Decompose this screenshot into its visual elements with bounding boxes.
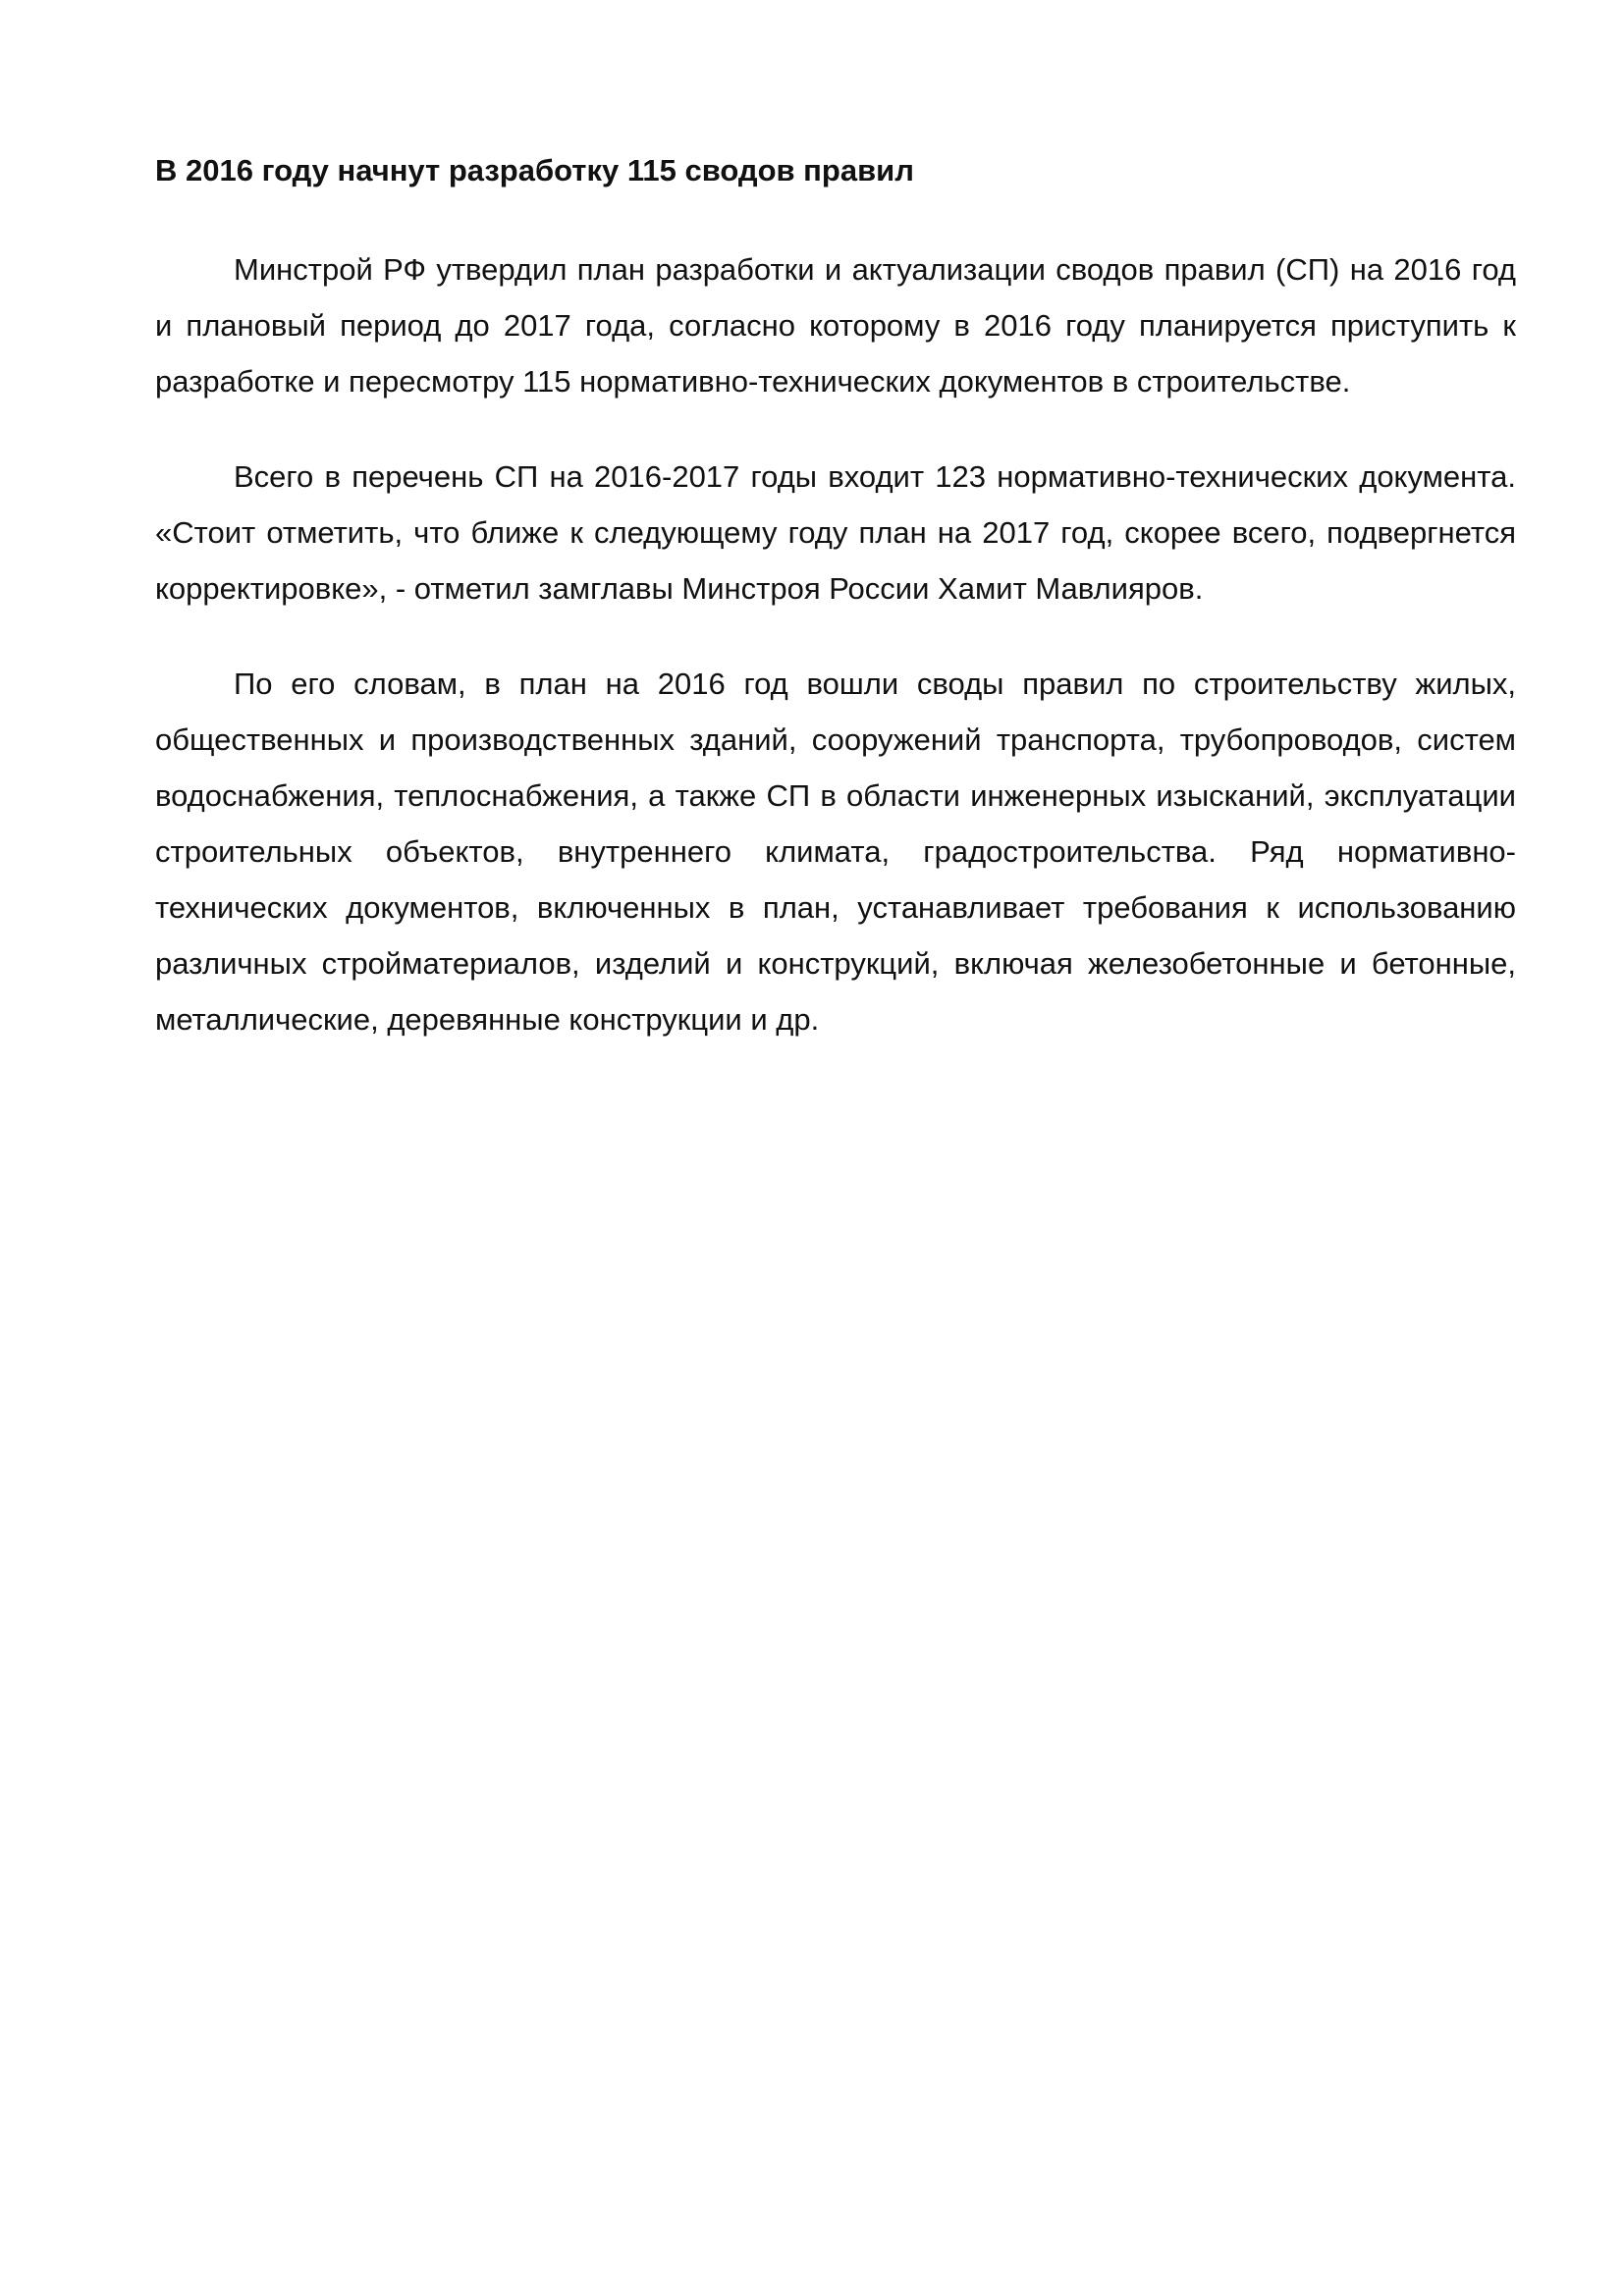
page-title: В 2016 году начнут разработку 115 сводов правил <box>155 153 914 187</box>
document-body <box>155 143 1516 1087</box>
paragraph-1: Минстрой РФ утвердил план разработки и актуализации сводов правил (СП) на 2016 год и плановый период до 2017 года, согласно которому в 2016 году планируется приступить к разработке и пересмотру 115 нормативно-технических документов в строительстве. <box>155 252 1516 399</box>
paragraph-2: Всего в перечень СП на 2016-2017 годы входит 123 нормативно-технических документа. «Стоит отметить, что ближе к следующему году план на 2017 год, скорее всего, подвергнется корректировке», - отметил замглавы Минстроя России Хамит Мавлияров. <box>155 459 1516 606</box>
paragraph-3: По его словам, в план на 2016 год вошли своды правил по строительству жилых, общественных и производственных зданий, сооружений транспорта, трубопроводов, систем водоснабжения, теплоснабжения, а также СП в области инженерных изысканий, эксплуатации строительных объектов, внутреннего климата, градостроительства. Ряд нормативно-технических документов, включенных в план, устанавливает требования к использованию различных стройматериалов, изделий и конструкций, включая железобетонные и бетонные, металлические, деревянные конструкции и др. <box>155 667 1516 1037</box>
